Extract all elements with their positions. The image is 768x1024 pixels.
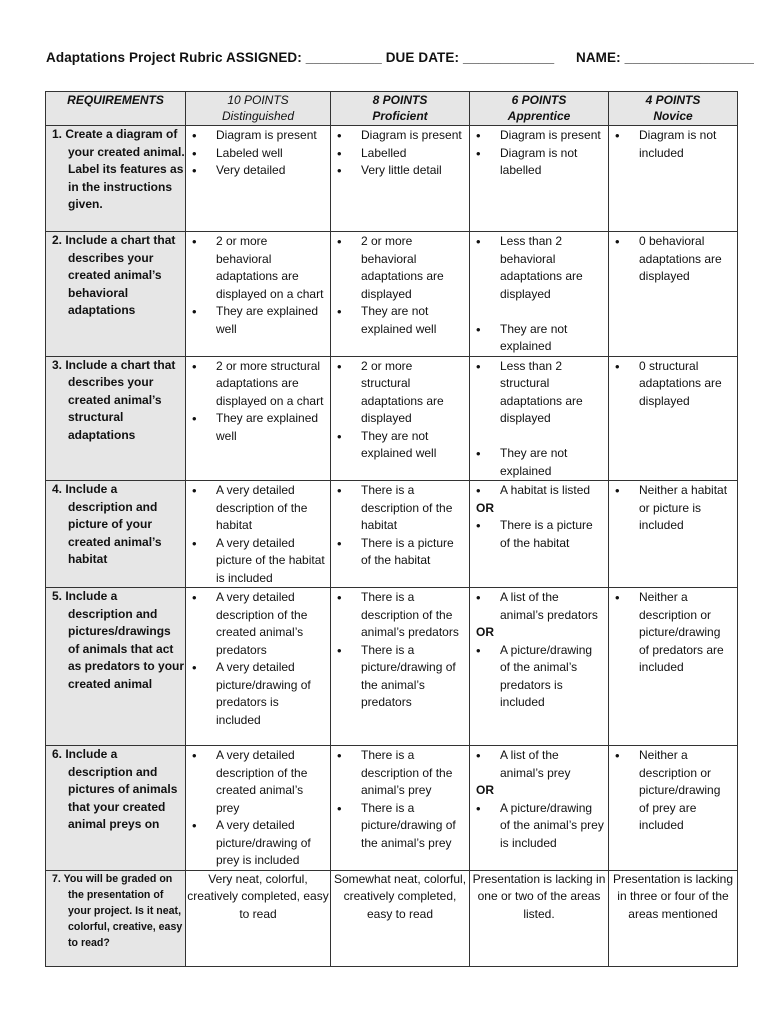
or-label: OR [476,500,494,515]
table-row [46,232,738,357]
criteria-cell-8 [331,356,470,481]
criteria-item: • 2 or more behavioral adaptations are displayed [337,233,465,303]
criteria-cell-10: Very neat, colorful, creatively completed, easy to read [186,870,331,966]
header-row [46,92,738,126]
due-date-label: DUE DATE: [385,50,460,65]
criteria-item: • 2 or more structural adaptations are displayed [337,358,465,428]
criteria-cell-4 [609,356,738,481]
table-row [46,746,738,871]
criteria-item: • 0 structural adaptations are displayed [615,358,733,411]
criteria-cell-10 [186,126,331,232]
criteria-item: • They are not explained well [337,428,465,463]
criteria-item: • Less than 2 structural adaptations are displayed [476,358,604,428]
criteria-cell-4 [609,126,738,232]
criteria-item: • Diagram is present [192,127,326,145]
table-row [46,126,738,232]
criteria-cell-4: Presentation is lacking in three or four of the areas mentioned [609,870,738,966]
criteria-cell-4 [609,481,738,588]
or-label: OR [476,625,494,639]
column-header-4-points: 4 POINTS Novice [609,92,738,126]
criteria-item: • There is a description of the habitat [337,482,465,535]
criteria-cell-6 [470,356,609,481]
table-row [46,870,738,966]
requirement-cell: 5. Include a description and pictures/drawings of animals that act as predators to your created animal [46,588,186,746]
criteria-item: • 2 or more behavioral adaptations are displayed on a chart [192,233,326,303]
criteria-cell-8 [331,232,470,357]
requirements-header: REQUIREMENTS [46,92,186,126]
criteria-item: • They are not explained [476,445,604,480]
criteria-item: • 2 or more structural adaptations are displayed on a chart [192,358,326,411]
criteria-item: • A picture/drawing of the animal’s prey is included [476,800,604,853]
title-assigned-label: Adaptations Project Rubric ASSIGNED: [46,50,302,65]
column-header-6-points: 6 POINTS Apprentice [470,92,609,126]
criteria-cell-6 [470,232,609,357]
criteria-item: • There is a picture/drawing of the animal’s predators [337,642,465,712]
criteria-cell-10 [186,588,331,746]
criteria-cell-6 [470,481,609,588]
requirement-cell: 7. You will be graded on the presentation of your project. Is it neat, colorful, creative, easy to read? [46,870,186,966]
criteria-item: • Very detailed [192,162,326,180]
rubric-table [45,91,738,967]
criteria-cell-6: Presentation is lacking in one or two of the areas listed. [470,870,609,966]
criteria-item: • There is a picture of the habitat [337,535,465,570]
criteria-item: • There is a description of the animal’s predators [337,589,465,642]
criteria-item: • Diagram is not labelled [476,145,604,180]
page-header [46,50,754,65]
criteria-item: • 0 behavioral adaptations are displayed [615,233,733,286]
criteria-item: • Diagram is present [337,127,465,145]
criteria-item: • A very detailed picture of the habitat is included [192,535,326,588]
name-label: NAME: [575,50,621,65]
or-label: OR [476,783,494,797]
criteria-cell-8 [331,481,470,588]
criteria-cell-8 [331,588,470,746]
criteria-cell-6 [470,746,609,871]
criteria-item: • Neither a habitat or picture is included [615,482,733,535]
criteria-item: • A very detailed description of the habitat [192,482,326,535]
criteria-item: • A list of the animal’s prey [476,747,604,782]
criteria-item: • There is a description of the animal’s prey [337,747,465,800]
criteria-cell-4 [609,588,738,746]
criteria-item: • Diagram is present [476,127,604,145]
criteria-item: • Neither a description or picture/drawing of predators are included [615,589,733,677]
name-blank: _________________ [624,50,754,65]
requirement-cell: 4. Include a description and picture of your created animal’s habitat [46,481,186,588]
criteria-cell-8 [331,746,470,871]
criteria-item: • Labelled [337,145,465,163]
table-row [46,356,738,481]
requirement-cell: 2. Include a chart that describes your created animal’s behavioral adaptations [46,232,186,357]
column-header-8-points: 8 POINTS Proficient [331,92,470,126]
criteria-item: • A picture/drawing of the animal’s predators is included [476,642,604,712]
column-header-10-points: 10 POINTS Distinguished [186,92,331,126]
criteria-cell-6 [470,588,609,746]
table-row [46,588,738,746]
criteria-cell-8: Somewhat neat, colorful, creatively completed, easy to read [331,870,470,966]
criteria-item: • Diagram is not included [615,127,733,162]
criteria-cell-8 [331,126,470,232]
criteria-item: • They are explained well [192,410,326,445]
criteria-cell-6 [470,126,609,232]
criteria-cell-4 [609,232,738,357]
requirement-cell: 1. Create a diagram of your created animal. Label its features as in the instructions given. [46,126,186,232]
assigned-blank: __________ [305,50,382,65]
criteria-item: • Less than 2 behavioral adaptations are displayed [476,233,604,303]
criteria-cell-10 [186,232,331,357]
criteria-cell-10 [186,746,331,871]
criteria-cell-4 [609,746,738,871]
criteria-item: • They are not explained [476,321,604,356]
criteria-item: • A very detailed description of the created animal’s prey [192,747,326,817]
due-date-blank: ____________ [462,50,555,65]
criteria-item: • A very detailed description of the created animal’s predators [192,589,326,659]
requirement-cell: 3. Include a chart that describes your created animal’s structural adaptations [46,356,186,481]
criteria-cell-10 [186,481,331,588]
criteria-item: • A list of the animal’s predators [476,589,604,624]
criteria-item: • Neither a description or picture/drawing of prey are included [615,747,733,835]
criteria-item: • A very detailed picture/drawing of prey is included [192,817,326,870]
criteria-item: • Very little detail [337,162,465,180]
criteria-item: • They are explained well [192,303,326,338]
criteria-item: • There is a picture/drawing of the animal’s prey [337,800,465,853]
criteria-item: • Labeled well [192,145,326,163]
criteria-item: • A very detailed picture/drawing of predators is included [192,659,326,729]
requirement-cell: 6. Include a description and pictures of animals that your created animal preys on [46,746,186,871]
criteria-item: • A habitat is listed [476,482,604,500]
table-row [46,481,738,588]
criteria-cell-10 [186,356,331,481]
criteria-item: • There is a picture of the habitat [476,517,604,552]
criteria-item: • They are not explained well [337,303,465,338]
